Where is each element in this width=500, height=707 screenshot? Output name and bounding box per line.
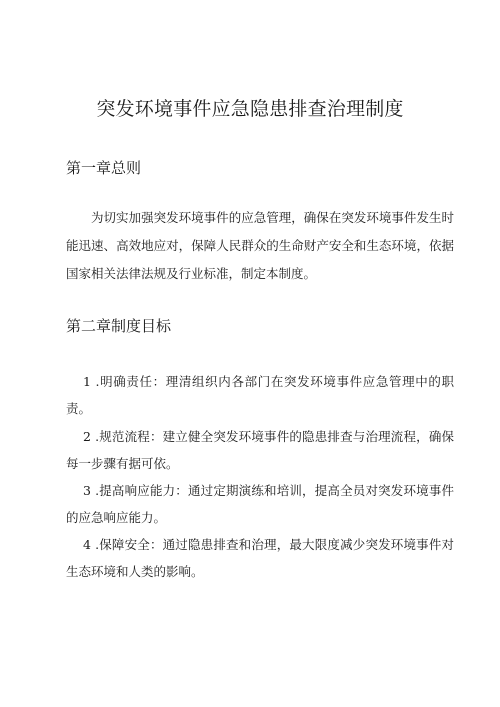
goal-item-4: 4 .保障安全：通过隐患排查和治理，最大限度减少突发环境事件对生态环境和人类的影响。 (66, 537, 454, 579)
goal-item-2: 2 .规范流程：建立健全突发环境事件的隐患排查与治理流程，确保每一步骤有据可依。 (66, 429, 454, 471)
chapter-1-paragraph: 为切实加强突发环境事件的应急管理，确保在突发环境事件发生时能迅速、高效地应对，保障人民群众的生命财产安全和生态环境，依据国家相关法律法规及行业标准，制定本制度。 (66, 210, 454, 281)
chapter-2-heading: 第二章制度目标 (66, 317, 172, 335)
document-title: 突发环境事件应急隐患排查治理制度 (96, 98, 404, 120)
goal-item-3: 3 .提高响应能力：通过定期演练和培训，提高全员对突发环境事件的应急响应能力。 (66, 483, 454, 525)
goal-item-1: 1 .明确责任：理清组织内各部门在突发环境事件应急管理中的职责。 (66, 374, 454, 416)
chapter-1-heading: 第一章总则 (66, 159, 142, 177)
